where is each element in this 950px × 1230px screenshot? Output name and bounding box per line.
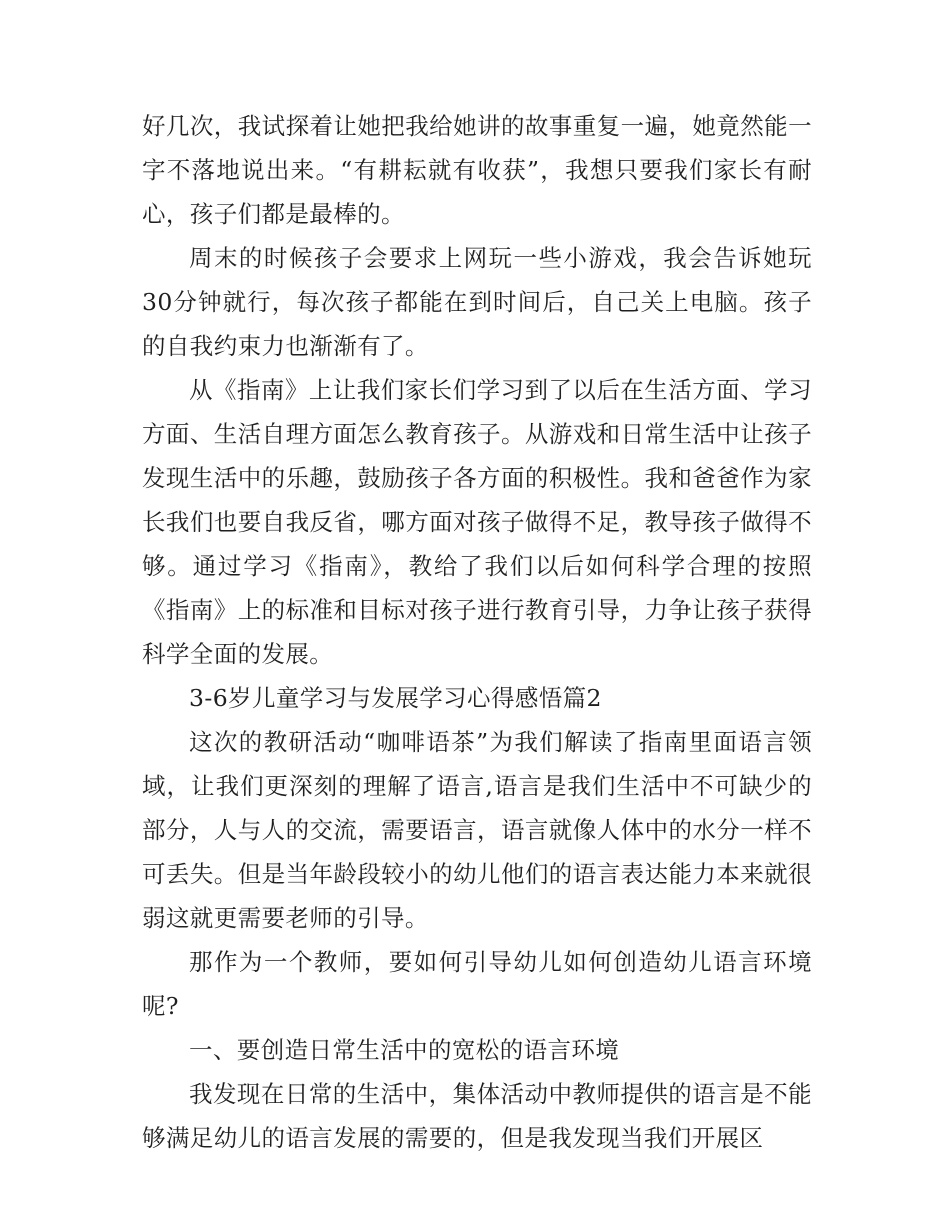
paragraph-story-retelling: 好几次，我试探着让她把我给她讲的故事重复一遍，她竟然能一字不落地说出来。“有耕耘就有收获”，我想只要我们家长有耐心，孩子们都是最棒的。 — [142, 112, 812, 228]
paragraph-guide-learning: 从《指南》上让我们家长们学习到了以后在生活方面、学习方面、生活自理方面怎么教育孩子。从游戏和日常生活中让孩子发现生活中的乐趣，鼓励孩子各方面的积极性。我和爸爸作为家长我们也要自我反省，哪方面对孩子做得不足，教导孩子做得不够。通过学习《指南》，教给了我们以后如何科学合理的按照《指南》上的标准和目标对孩子进行教育引导，力争让孩子获得科学全面的发展。 — [142, 376, 812, 668]
subheading-point-one: 一、要创造日常生活中的宽松的语言环境 — [189, 1036, 620, 1064]
paragraph-teaching-activity: 这次的教研活动“咖啡语茶”为我们解读了指南里面语言领域，让我们更深刻的理解了语言,语言是我们生活中不可缺少的部分，人与人的交流，需要语言，语言就像人体中的水分一样不可丢失。但是当年龄段较小的幼儿他们的语言表达能力本来就很弱这就更需要老师的引导。 — [142, 728, 812, 932]
paragraph-daily-life: 我发现在日常的生活中，集体活动中教师提供的语言是不能够满足幼儿的语言发展的需要的，但是我发现当我们开展区 — [142, 1080, 812, 1152]
paragraph-question: 那作为一个教师，要如何引导幼儿如何创造幼儿语言环境呢? — [142, 948, 812, 1020]
paragraph-online-games: 周末的时候孩子会要求上网玩一些小游戏，我会告诉她玩30分钟就行，每次孩子都能在到时间后，自己关上电脑。孩子的自我约束力也渐渐有了。 — [142, 244, 812, 360]
section-heading: 3-6岁儿童学习与发展学习心得感悟篇2 — [189, 684, 602, 712]
document-page — [142, 104, 812, 1160]
